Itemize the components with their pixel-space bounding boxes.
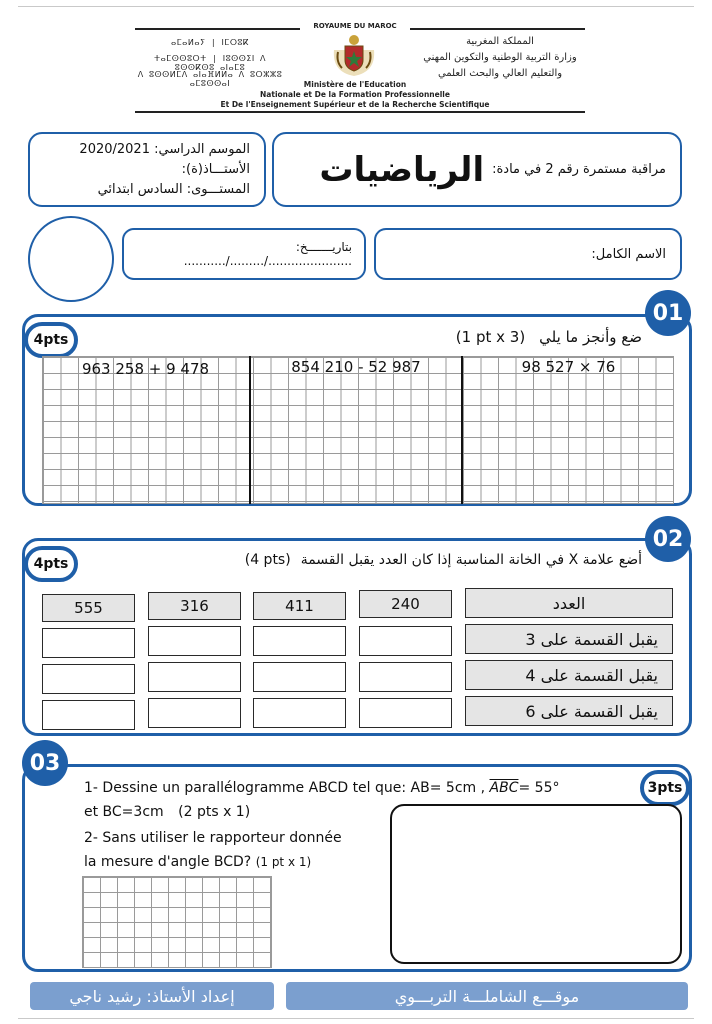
exercise-2-number: 02 — [645, 516, 691, 562]
tifinagh-line-3: ⴷ ⵓⵙⵙⵍⵎⴷ ⴰⵏⴰⴼⵍⵍⴰ ⴷ ⵓⵔⵣⵣⵓ ⴰⵎⵓⵙⵙⴰⵏ — [137, 70, 283, 88]
table-header-number: العدد — [465, 588, 673, 618]
exercise-3-points: 3pts — [640, 770, 690, 806]
number-cell-555: 555 — [42, 594, 135, 622]
tifinagh-line-1: ⴰⵎⴰⵍⴰⵢ | ⵏⵎⵔⵓⴽ — [171, 38, 249, 47]
exercise-3-q2-line1: 2- Sans utiliser le rapporteur donnée — [84, 830, 342, 846]
operation-multiplication: 98 527 × 76 — [521, 358, 616, 376]
exercise-1-grid[interactable] — [42, 356, 674, 504]
subject-title: الرياضيات — [319, 149, 485, 190]
number-cell-411: 411 — [253, 592, 346, 620]
answer-cell[interactable] — [253, 662, 346, 692]
name-box[interactable] — [374, 228, 682, 280]
exercise-3-number: 03 — [22, 740, 68, 786]
answer-cell[interactable] — [359, 662, 452, 692]
exercise-3-q1 — [84, 780, 644, 796]
number-cell-240: 240 — [359, 590, 452, 618]
row-label-div6: يقبل القسمة على 6 — [465, 696, 673, 726]
grid-divider-2 — [461, 356, 463, 504]
arabic-header-3: والتعليم العالي والبحث العلمي — [437, 68, 563, 79]
arabic-header-1: المملكة المغربية — [466, 36, 534, 47]
exam-prefix: مراقبة مستمرة رقم 2 في مادة: — [492, 162, 666, 177]
answer-cell[interactable] — [148, 698, 241, 728]
exercise-3-q2-line2 — [84, 854, 311, 870]
level-text: المستـــوى: السادس ابتدائي — [97, 182, 250, 197]
answer-cell[interactable] — [359, 698, 452, 728]
exercise-1-instruction-line — [456, 328, 642, 346]
angle-abc: $\overline{ABC}$ — [489, 780, 519, 796]
q2-scoring: (1 pt x 1) — [255, 855, 312, 869]
date-box[interactable] — [122, 228, 366, 280]
coat-of-arms-icon — [330, 32, 378, 78]
answer-cell[interactable] — [253, 698, 346, 728]
q1-angle-value: = 55° — [518, 780, 560, 796]
ministere-line-2: Nationale et De la Formation Professionnelle — [260, 90, 450, 99]
bottom-rule — [18, 1018, 694, 1019]
ministere-line-1: Ministère de l'Education — [303, 80, 407, 89]
q2-text: la mesure d'angle BCD? — [84, 854, 252, 870]
footer-author: إعداد الأستاذ: رشيد ناجي — [30, 982, 274, 1010]
exercise-1-number: 01 — [645, 290, 691, 336]
exam-title — [319, 134, 666, 205]
title-box — [272, 132, 682, 207]
exercise-1-scoring: (1 pt x 3) — [455, 328, 526, 346]
answer-cell[interactable] — [148, 626, 241, 656]
q1-bc: et BC=3cm — [84, 804, 164, 820]
answer-cell[interactable] — [42, 664, 135, 694]
row-label-div4: يقبل القسمة على 4 — [465, 660, 673, 690]
exercise-1-instruction: ضع وأنجز ما يلي — [539, 328, 642, 346]
top-rule — [18, 6, 694, 7]
teacher-text: الأستـــاذ(ة): — [181, 162, 250, 177]
header-rule-bottom — [135, 111, 585, 113]
footer-site[interactable]: موقـــع الشاملـــة التربـــوي — [286, 982, 688, 1010]
grade-circle[interactable] — [28, 216, 114, 302]
operation-addition: 963 258 + 9 478 — [81, 360, 210, 378]
q1-text: 1- Dessine un parallélogramme ABCD tel que: AB= 5cm , — [84, 780, 486, 796]
operation-subtraction: 854 210 - 52 987 — [291, 358, 421, 376]
name-label: الاسم الكامل: — [591, 246, 666, 262]
royaume-label: ROYAUME DU MAROC — [300, 22, 410, 30]
answer-cell[interactable] — [148, 662, 241, 692]
grid-divider-1 — [249, 356, 251, 504]
answer-cell[interactable] — [253, 626, 346, 656]
exercise-3-grid[interactable] — [82, 876, 272, 968]
row-label-div3: يقبل القسمة على 3 — [465, 624, 673, 654]
arabic-header-2: وزارة التربية الوطنية والتكوين المهني — [423, 52, 577, 63]
exercise-1-points: 4pts — [24, 322, 78, 358]
q1-scoring: (2 pts x 1) — [178, 804, 251, 820]
info-box — [28, 132, 266, 207]
tifinagh-line-2: ⵜⴰⵎⵙⵙⵓⵔⵜ | ⵏⵓⵙⵙⵉⵏ ⴷ ⵓⵙⵙⴽⵙⵓ ⴰⵏⴰⵎⵓ — [153, 54, 267, 72]
number-cell-316: 316 — [148, 592, 241, 620]
exercise-3-q1-line2 — [84, 804, 250, 820]
answer-cell[interactable] — [359, 626, 452, 656]
season-text: الموسم الدراسي: 2020/2021 — [79, 142, 250, 157]
answer-cell[interactable] — [42, 628, 135, 658]
date-label: بتاريـــــــخ: ....................../........./........... — [183, 240, 352, 268]
ministere-line-3: Et De l'Enseignement Supérieur et de la Recherche Scientifique — [220, 100, 490, 109]
exercise-2-instruction: أضع علامة X في الخانة المناسبة إذا كان العدد يقبل القسمة — [300, 552, 642, 568]
exercise-2-scoring: (4 pts) — [244, 552, 291, 568]
exercise-2-points: 4pts — [24, 546, 78, 582]
drawing-area[interactable] — [390, 804, 682, 964]
answer-cell[interactable] — [42, 700, 135, 730]
exercise-2-instruction-line — [245, 552, 642, 568]
